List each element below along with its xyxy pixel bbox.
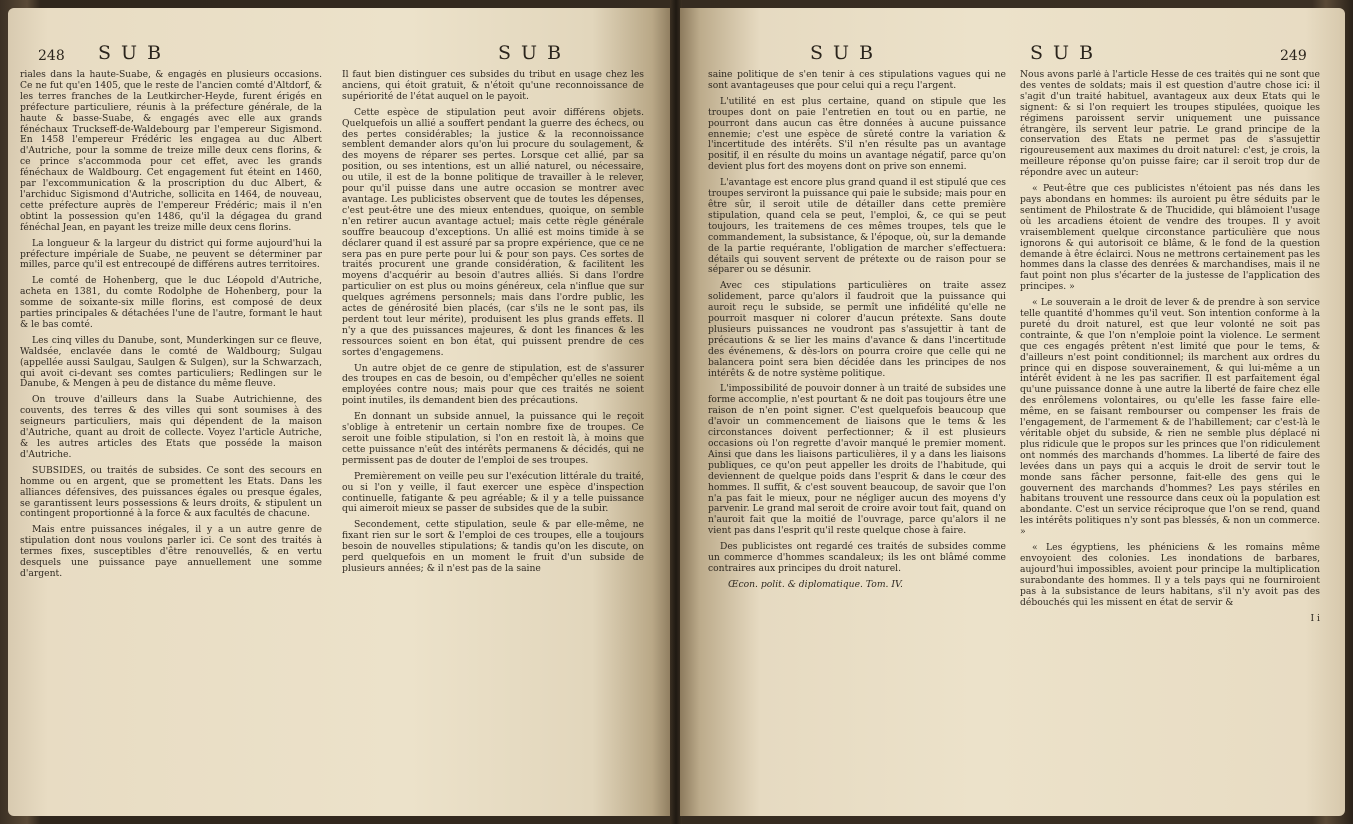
quotation: « Peut-être que ces publicistes n'étoient pas nés dans les pays abondans en hommes: ils auroient pu être séduits par le sentiment de Philostrate & de Thucidide, qui blâmoient l'usage où les arcadiens étoient de vendre des troupes. Il y avoit vraisemblement quelque circonstance particulière que nous ignorons & qui autorisoit ce blâme, & le fond de la question demande à être éclairci. Nous ne mettrons certainement pas les hommes dans la classe des denrées & marchandises, mais il ne faut point non plus s'écarter de la justesse de l'application des principes. » xyxy=(1020,183,1320,293)
paragraph: Les cinq villes du Danube, sont, Munderkingen sur ce fleuve, Waldsée, enclavée dans le comté de Waldbourg; Sulgau (appellée aussi Saulgau, Saulgen & Sulgen), sur la Schwarzach, qui avoit ci-devant ses comtes particuliers; Redlingen sur le Danube, & Mengen à peu de distance du même fleuve. xyxy=(20,334,322,390)
quotation: « Les égyptiens, les phéniciens & les romains même envoyoient des colonies. Les inondations de barbares, aujourd'hui impossibles, avoient pour principe la multiplication surabondante des hommes. Il y a tels pays qui ne fourniroient pas à la subsistance de leurs habitans, s'il n'y avoit pas des débouchés qui les missent en état de servir & xyxy=(1020,542,1320,608)
left-page-column-2 xyxy=(342,70,644,814)
paragraph: Cette espèce de stipulation peut avoir différens objets. Quelquefois un allié a souffert pendant la guerre des échecs, ou des pertes considérables; la justice & la reconnoissance semblent demander alors qu'on lui procure du soulagement, & des moyens de réparer ses pertes. Lorsque cet allié, par sa position, ou ses intentions, est un allié naturel, ou nécessaire, ou utile, il est de la bonne politique de travailler à le relever, pour qu'il puisse dans une autre occasion se montrer avec avantage. Les publicistes observent que de toutes les dépenses, c'est peut-être une des mieux entendues, quoique, on semble n'en retirer aucun avantage actuel; mais cette règle générale souffre beaucoup d'exceptions. Un allié est moins timide à se déclarer quand il est assuré par sa propre expérience, que ce ne sera pas en pure perte pour lui & pour son pays. Ces sortes de traités procurent une grande considération, & facilitent les moyens d'acquérir au besoin d'autres alliés. Si dans l'ordre particulier on est plus ou moins généreux, cela n'influe que sur quelques agrémens personnels; mais dans l'ordre public, les actes de générosité bien placés, (car s'ils ne le sont pas, ils perdent tout leur mérite), produisent les plus grands effets. Il n'y a que des puissances majeures, & dont les finances & les ressources soient en bon état, qui puissent prendre de ces sortes d'engagemens. xyxy=(342,106,644,358)
right-page-column-2 xyxy=(1020,70,1320,814)
signature-mark: I i xyxy=(1310,612,1320,624)
paragraph: Le comté de Hohenberg, que le duc Léopold d'Autriche, acheta en 1381, du comte Rodolphe de Hohenberg, pour la somme de soixante-six mille florins, est composé de deux parties principales & détachées l'une de l'autre, formant le haut & le bas comté. xyxy=(20,275,322,330)
paragraph: L'impossibilité de pouvoir donner à un traité de subsides une forme accomplie, n'est pourtant & ne doit pas toujours être une raison de n'en point signer. C'est quelquefois beaucoup que d'avoir un commencement de liaisons que le tems & les circonstances doivent perfectionner; & il est plusieurs occasions où l'on regrette d'avoir manqué le premier moment. Ainsi que dans les liaisons particulières, il y a dans les liaisons publiques, ce qu'on peut appeller les droits de l'habitude, qui deviennent de quelque poids dans l'esprit & dans le cœur des hommes. Il suffit, & c'est souvent beaucoup, de savoir que l'on n'a pas fait le mieux, pour ne négliger aucun des moyens d'y parvenir. Le grand mal seroit de croire avoir tout fait, quand on n'auroit fait que la moitié de l'ouvrage, parce qu'alors il ne vient pas dans l'esprit qu'il reste quelque chose à faire. xyxy=(708,383,1006,537)
paragraph: Il faut bien distinguer ces subsides du tribut en usage chez les anciens, qui étoit gratuit, & n'étoit qu'une reconnoissance de supériorité de l'état auquel on le payoit. xyxy=(342,70,644,102)
paragraph: saine politique de s'en tenir à ces stipulations vagues qui ne sont avantageuses que pour celui qui a reçu l'argent. xyxy=(708,70,1006,91)
left-page xyxy=(8,8,672,816)
page-number-left: 248 xyxy=(38,48,65,64)
running-header-right-2: S U B xyxy=(1030,42,1096,64)
paragraph: Nous avons parlé à l'article Hesse de ces traités qui ne sont que des ventes de soldats; mais il est question d'autre chose ici: il s'agit d'un traité habituel, avantageux aux deux Etats qui le signent: & si l'on requiert les troupes stipulées, quoique les régimens paroissent servir uniquement une puissance étrangère, ils servent leur patrie. Le grand principe de la conservation des Etats ne permet pas de s'assujettir rigoureusement aux maximes du droit naturel: c'est, je crois, la meilleure réponse qu'on puisse faire; car il seroit trop dur de répondre avec un auteur: xyxy=(1020,70,1320,179)
paragraph: Des publicistes ont regardé ces traités de subsides comme un commerce d'hommes scandaleux; ils les ont blâmé comme contraires aux principes du droit naturel. xyxy=(708,541,1006,574)
quotation: « Le souverain a le droit de lever & de prendre à son service telle quantité d'hommes qu'il veut. Son intention conforme à la pureté du droit naturel, est que leur volonté ne soit pas contrainte, & que l'on n'emploie point la violence. Le serment que ces engagés prêtent n'est limité que pour le tems, & d'ailleurs n'est point conditionnel; ils marchent aux ordres du prince qui en dispose souverainement, & qui lui-même a un intérêt évident à ne les pas sacrifier. Il est parfaitement égal qu'une puissance donne à une autre la liberté de faire chez elle des enrôlemens volontaires, ou qu'elle les fasse faire elle-même, en se faisant rembourser ou compenser les frais de l'engagement, de l'armement & de l'habillement; car c'est-là le véritable objet du subside, & rien ne semble plus déplacé ni plus ridicule que le propos sur les princes que l'on ridiculement ont nommés des marchands d'hommes. La liberté de faire des levées dans un pays qui a acquis le droit de servir tout le monde sans fâcher personne, fait-elle des gens qui le gouvernent des marchands d'hommes? Les pays stériles en habitans trouvent une ressource dans ceux où la population est abondante. C'est un service réciproque que l'on se rend, quand les intérêts politiques n'y sont pas blessés, & non un commerce. » xyxy=(1020,297,1320,538)
paragraph: On trouve d'ailleurs dans la Suabe Autrichienne, des couvents, des terres & des villes qui sont soumises à des seigneurs particuliers, mais qui dépendent de la maison d'Autriche, quant au droit de collecte. Voyez l'article Autriche, & les autres articles des Etats que posséde la maison d'Autriche. xyxy=(20,394,322,460)
paragraph: SUBSIDES, ou traités de subsides. Ce sont des secours en homme ou en argent, que se promettent les Etats. Dans les alliances défensives, des puissances égales ou presque égales, se garantissent leurs possessions & leurs droits, & stipulent un contingent proportionné à la force & aux facultés de chacune. xyxy=(20,464,322,520)
paragraph: Secondement, cette stipulation, seule & par elle-même, ne fixant rien sur le sort & l'emploi de ces troupes, elle a toujours besoin de nouvelles stipulations; & tandis qu'on les discute, on perd quelquefois en un moment le fruit d'un subside de plusieurs années; & il n'est pas de la saine xyxy=(342,519,644,574)
paragraph: Un autre objet de ce genre de stipulation, est de s'assurer des troupes en cas de besoin, ou d'empêcher qu'elles ne soient employées contre nous; mais pour que ces traités ne soient point inutiles, ils demandent bien des précautions. xyxy=(342,362,644,407)
paragraph: La longueur & la largeur du district qui forme aujourd'hui la préfecture impériale de Suabe, ne peuvent se déterminer par milles, parce qu'il est entrecoupé de différens autres territoires. xyxy=(20,237,322,271)
paragraph: riales dans la haute-Suabe, & engagés en plusieurs occasions. Ce ne fut qu'en 1405, que le reste de l'ancien comté d'Altdorf, & les terres franches de la Leutkircher-Heyde, furent érigés en préfecture particuliere, réunis à la préfecture générale, de la haute & basse-Suabe, & engagés avec elle aux grands fénéchaux Truckseff-de-Waldebourg par l'empereur Sigismond. En 1458 l'empereur Frédéric les engagea au duc Albert d'Autriche, pour la somme de treize mille deux cens florins, & ce prince s'accommoda pour cet effet, avec les grands fénéchaux de Waldbourg. Cet engagement fut éteint en 1460, par l'excommunication & la proscription du duc Albert, & l'archiduc Sigismond d'Autriche, sollicita en 1464, de nouveau, cette préfecture auprès de l'empereur Frédéric; mais il n'en obtint la possession qu'en 1486, qu'il la dégagea du grand fénéchal Jean, en payant les treize mille deux cens florins. xyxy=(20,70,322,233)
paragraph: Avec ces stipulations particulières on traite assez solidement, parce qu'alors il faudroit que la puissance qui auroit reçu le subside, se permît une infidélité qu'elle ne pourroit masquer ni colorer d'aucun prétexte. Sans doute plusieurs puissances ne voudront pas s'assujettir à tant de précautions & se lier les mains d'avance & dans l'incertitude des événemens, & dès-lors on pourra croire que celle qui ne balancera point sera bien décidée dans les principes de nos intérêts & de notre système politique. xyxy=(708,280,1006,379)
paragraph: Premièrement on veille peu sur l'exécution littérale du traité, ou si l'on y veille, il faut exercer une espèce d'inspection continuelle, fatigante & peu agréable; & il y a telle puissance qui aimeroit mieux se passer de subsides que de la subir. xyxy=(342,470,644,515)
right-page-column-1 xyxy=(708,70,1006,814)
left-page-column-1 xyxy=(20,70,322,814)
running-header-left-1: S U B xyxy=(98,42,164,64)
paragraph: L'avantage est encore plus grand quand il est stipulé que ces troupes serviront la puissance qui paie le subside; mais pour en être sûr, il seroit utile de détailler dans cette première stipulation, quand cela se peut, l'emploi, &, ce qui se peut toujours, les traitemens de ces mêmes troupes, tels que le commandement, la subsistance, & l'époque, où, sur la demande de la partie requérante, l'obligation de marcher s'effectuera: détails qui souvent servent de prétexte ou de raison pour se séparer ou se désunir. xyxy=(708,177,1006,276)
running-header-left-2: S U B xyxy=(498,42,564,64)
source-citation: Œcon. polit. & diplomatique. Tom. IV. xyxy=(728,578,903,590)
paragraph: Mais entre puissances inégales, il y a un autre genre de stipulation dont nous voulons parler ici. Ce sont des traités à termes fixes, susceptibles d'être renouvellés, & en vertu desquels une puissance paye annuellement une somme d'argent. xyxy=(20,524,322,579)
page-number-right: 249 xyxy=(1280,48,1307,64)
paragraph: En donnant un subside annuel, la puissance qui le reçoit s'oblige à entretenir un certain nombre fixe de troupes. Ce seroit une foible stipulation, si l'on en restoit là, à moins que cette puissance n'eût des intérêts permanens & décidés, qui ne permissent pas de douter de l'emploi de ses troupes. xyxy=(342,411,644,466)
right-page xyxy=(680,8,1345,816)
paragraph: L'utilité en est plus certaine, quand on stipule que les troupes dont on paie l'entretien en tout ou en partie, ne pourront dans aucun cas être données à aucune puissance ennemie; c'est une espèce de sûreté contre la variation & l'incertitude des intérêts. S'il n'en résulte pas un avantage positif, il en résulte du moins un avantage négatif, parce qu'on devient plus fort des moyens dont on prive son ennemi. xyxy=(708,95,1006,173)
running-header-right-1: S U B xyxy=(810,42,876,64)
